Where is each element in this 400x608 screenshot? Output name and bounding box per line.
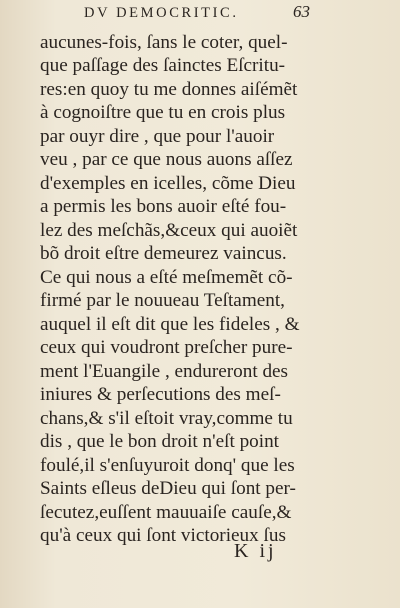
text-line: ment l'Euangile , endureront des xyxy=(40,361,289,382)
text-line: qu'à ceux qui ſont victorieux ſus xyxy=(40,525,286,546)
text-line: chans,& s'il eſtoit vray,comme tu xyxy=(40,408,293,429)
text-line: d'exemples en icelles, cõme Dieu xyxy=(40,173,296,194)
text-line: ſecutez,euſſent mauuaiſe cauſe,& xyxy=(40,502,292,523)
text-line: que paſſage des ſainctes Eſcritu- xyxy=(40,55,286,76)
text-line: res:en quoy tu me donnes aiſémẽt xyxy=(40,79,298,100)
page-number: 63 xyxy=(293,2,310,21)
running-head: DV DEMOCRITIC. xyxy=(84,5,239,21)
text-line: bõ droit eſtre demeurez vaincus. xyxy=(40,243,287,264)
text-line: Saints eſleus deDieu qui ſont per- xyxy=(40,478,296,499)
text-line: dis , que le bon droit n'eſt point xyxy=(40,431,280,452)
text-line: foulé,il s'enſuyuroit donq' que les xyxy=(40,455,295,476)
text-line: aucunes-fois, ſans le coter, quel- xyxy=(40,32,288,53)
text-line: a permis les bons auoir eſté fou- xyxy=(40,196,287,217)
text-line: par ouyr dire , que pour l'auoir xyxy=(40,126,275,147)
text-line: iniures & perſecutions des meſ- xyxy=(40,384,281,405)
text-line: Ce qui nous a eſté meſmemẽt cõ- xyxy=(40,267,293,288)
page-header xyxy=(0,2,400,26)
text-line: lez des meſchãs,&ceux qui auoiẽt xyxy=(40,220,298,241)
text-line: firmé par le nouueau Teſtament, xyxy=(40,290,285,311)
text-line: à cognoiſtre que tu en crois plus xyxy=(40,102,286,123)
text-line: ceux qui voudront preſcher pure- xyxy=(40,337,293,358)
text-line: auquel il eſt dit que les fideles , & xyxy=(40,314,300,335)
text-line: veu , par ce que nous auons aſſez xyxy=(40,149,293,170)
signature-mark: K ij xyxy=(234,540,277,562)
